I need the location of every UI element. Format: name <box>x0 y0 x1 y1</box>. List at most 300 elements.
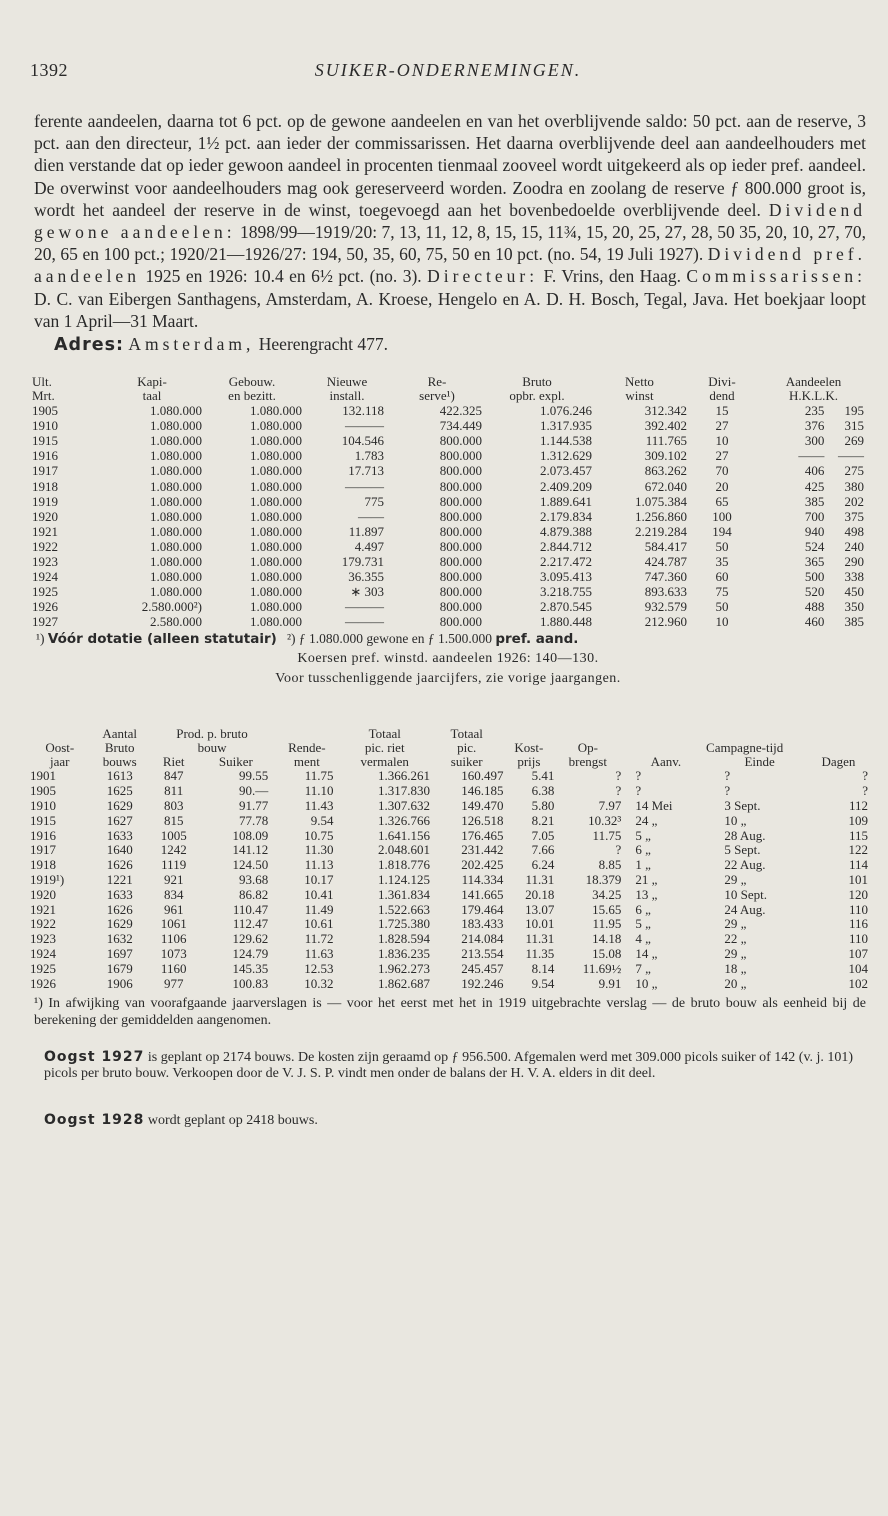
dividend-gewone-label: Dividend gewone aandeelen: <box>34 199 866 243</box>
table2-cell: 11.13 <box>304 857 334 873</box>
footnote2-text: ƒ 1.080.000 gewone en ƒ 1.500.000 <box>298 631 492 647</box>
table1-cell: 1.080.000 <box>250 553 302 569</box>
commissarissen-label: Commissarissen: <box>686 266 867 287</box>
table2-cell: 1.317.830 <box>377 783 430 799</box>
table2-cell: 7.66 <box>531 842 555 858</box>
table1-cell: 2.219.284 <box>635 523 687 539</box>
table2-cell: 24 Aug. <box>724 901 766 917</box>
table2-header-cell: jaar <box>50 754 70 770</box>
table-row <box>30 858 868 873</box>
table1-header-cell: Re- <box>427 374 447 390</box>
table2-cell: 15.65 <box>592 901 622 917</box>
table2-cell: 14 Mei <box>635 798 673 814</box>
table1-cell: 338 <box>844 569 864 585</box>
table2-cell: 29 „ <box>724 946 747 961</box>
table-row <box>32 524 870 539</box>
table2-cell: 9.91 <box>598 975 622 991</box>
table1-cell: 800.000 <box>439 493 482 509</box>
table2-cell: 1916 <box>30 827 56 843</box>
table1-header-cell: opbr. expl. <box>509 388 565 404</box>
table2-cell: 4 „ <box>635 931 651 947</box>
table2-cell: 1.725.380 <box>377 916 430 932</box>
table1-cell: 1923 <box>32 553 58 569</box>
table2-cell: 11.31 <box>525 872 555 888</box>
table2-cell: 122 <box>848 842 868 858</box>
table1-cell: 1915 <box>32 433 58 449</box>
table-row <box>32 584 870 599</box>
table1-cell: 1.080.000 <box>150 403 202 419</box>
table2-cell: 29 „ <box>724 872 747 888</box>
table1-cell: 1905 <box>32 403 58 419</box>
table2-header-cell: Kost- <box>514 740 544 756</box>
table2-cell: 1926 <box>30 975 56 991</box>
table2-cell: 11.75 <box>304 768 334 784</box>
table-row <box>32 433 870 448</box>
table-row <box>32 539 870 554</box>
table1-cell: —— <box>838 448 864 464</box>
table1-cell: 800.000 <box>439 448 482 464</box>
table2-cell: 11.72 <box>304 931 334 947</box>
table1-cell: 584.417 <box>644 538 687 554</box>
table2-header-cell: Totaal <box>450 726 483 742</box>
table1-cell: 1920 <box>32 508 58 524</box>
table2-cell: 176.465 <box>461 827 504 843</box>
table2-cell: 108.09 <box>232 827 269 843</box>
table1-cell: 2.580.000²) <box>141 599 202 615</box>
oogst-1927 <box>44 1049 866 1082</box>
table-row <box>30 829 868 844</box>
table2-cell: 1106 <box>160 931 187 947</box>
table2-cell: 13.07 <box>525 901 555 917</box>
table-row <box>30 799 868 814</box>
table1-cell: 2.179.834 <box>540 508 592 524</box>
table1-cell: 1.144.538 <box>540 433 592 449</box>
table1-cell: 375 <box>844 508 864 524</box>
table2-cell: 145.35 <box>232 960 269 976</box>
table1-cell: ∗ 303 <box>350 584 384 600</box>
table2-header-cell: suiker <box>450 754 483 770</box>
table1-cell: 10 <box>715 433 729 449</box>
table2-cell: 102 <box>848 975 868 991</box>
table2-header-cell: bouws <box>102 754 137 770</box>
table2-cell: 1925 <box>30 960 56 976</box>
table2-cell: 7.05 <box>531 827 555 843</box>
table2-header-cell: prijs <box>517 754 541 770</box>
table2-cell: 5 „ <box>635 916 651 932</box>
table-row <box>32 614 870 629</box>
table2-header-cell: Riet <box>162 754 185 770</box>
table-row <box>30 814 868 829</box>
table2-cell: 811 <box>164 783 184 799</box>
table2-header-cell: Oost- <box>45 740 75 756</box>
table2-cell: ? <box>635 783 642 799</box>
table2-header-cell <box>554 727 621 741</box>
table2-cell: 114.334 <box>461 872 504 888</box>
table2-cell: ? <box>615 768 622 784</box>
table2-cell: 1221 <box>106 872 133 888</box>
table2-cell: 6 „ <box>635 901 651 917</box>
table2-cell: 1915 <box>30 812 56 828</box>
table1-cell: 1921 <box>32 523 58 539</box>
table1-cell: 863.262 <box>644 463 687 479</box>
table1-cell: 800.000 <box>439 553 482 569</box>
table-row <box>32 599 870 614</box>
table2-cell: 1629 <box>106 798 133 814</box>
table1-cell: 800.000 <box>439 538 482 554</box>
table1-cell: 35 <box>715 553 729 569</box>
table1-cell: ——— <box>345 599 384 615</box>
statute-text: ferente aandeelen, daarna tot 6 pct. op de gewone aandeelen en van het overblijvende saldo: 50 pct. aan de reserve, 3 pct. aan den directeur, 1½ pct. aan ieder der commissarissen. Het daarna overblijvende deel aan aandeelhouders met dien verstande dat op ieder gewoon aandeel in procenten tienmaal zooveel wordt uitgekeerd als op ieder pref. aandeel. De overwinst voor aandeelhouders mag ook gereserveerd worden. Zoodra en zoolang de reserve ƒ 800.000 groot is, wordt het aandeel der reserve in de winst, toegevoegd aan het bovenbedoelde overblijvende deel. <box>34 111 866 220</box>
table2-cell: 1626 <box>106 901 133 917</box>
table1-header-cell: Mrt. <box>32 388 55 404</box>
table2-header-cell: Campagne-tijd <box>706 740 784 756</box>
table1-header-cell: Nieuwe <box>326 374 368 390</box>
table2-cell: 214.084 <box>461 931 504 947</box>
table2-header-cell: Bruto <box>104 740 135 756</box>
table2-cell: 1005 <box>160 827 187 843</box>
table2-cell: 15.08 <box>592 946 622 961</box>
table1-cell: 1.312.629 <box>540 448 592 464</box>
table1-cell: 1.080.000 <box>250 584 302 600</box>
table1-cell: 1.080.000 <box>150 569 202 585</box>
table1-header-cell: Gebouw. <box>228 374 276 390</box>
table-row <box>30 932 868 947</box>
table1-cell: 800.000 <box>439 508 482 524</box>
table2-cell: 815 <box>163 812 184 828</box>
koersen-line: Koersen pref. winstd. aandeelen 1926: 140—130. <box>297 651 599 667</box>
table1-cell: 65 <box>715 493 729 509</box>
table1-cell: 1.889.641 <box>540 493 592 509</box>
table1-cell: 11.897 <box>348 523 384 539</box>
table2-cell: 1627 <box>106 812 133 828</box>
table2-cell: 110 <box>848 931 868 947</box>
table2-cell: 1.641.156 <box>377 827 430 843</box>
page <box>30 60 866 1129</box>
table1-cell: 775 <box>364 493 384 509</box>
table1-cell: 520 <box>804 584 825 600</box>
table2-header-cell: ment <box>293 754 320 770</box>
table1-cell: 1918 <box>32 478 58 494</box>
table1-cell: 1924 <box>32 569 58 585</box>
table2-cell: 10.01 <box>525 916 555 932</box>
table1-cell: 425 <box>804 478 825 494</box>
table1-cell: 1.880.448 <box>540 614 592 630</box>
table2-cell: 8.21 <box>531 812 555 828</box>
table2-cell: 202.425 <box>461 857 504 873</box>
table2-cell: 22 „ <box>724 931 747 947</box>
table2-cell: 11.35 <box>525 946 555 961</box>
table2-cell: 11.75 <box>592 827 622 843</box>
table1-cell: 1.080.000 <box>250 523 302 539</box>
table1-cell: 460 <box>804 614 825 630</box>
table1-cell: 202 <box>844 493 864 509</box>
table2-cell: 11.43 <box>304 798 334 814</box>
table2-header-cell: vermalen <box>360 754 409 770</box>
oogst-1928-text: wordt geplant op 2418 bouws. <box>147 1113 318 1129</box>
table2-cell: 1.818.776 <box>377 857 430 873</box>
table2-cell: 11.69½ <box>582 960 622 976</box>
table2-cell: 90.— <box>238 783 269 799</box>
table2-cell: 10.32³ <box>588 812 622 828</box>
table1-cell: 111.765 <box>645 433 687 449</box>
table1-header-cell: Divi- <box>708 374 736 390</box>
table2-cell: 5 „ <box>635 827 651 843</box>
table1-cell: 747.360 <box>644 569 687 585</box>
table2-header-cell: Einde <box>744 754 775 770</box>
table1-cell: 1.080.000 <box>150 584 202 600</box>
table-row <box>32 494 870 509</box>
financial-table <box>32 375 870 629</box>
table2-cell: 1160 <box>160 960 187 976</box>
table2-cell: ? <box>862 768 868 784</box>
table2-cell: 183.433 <box>461 916 504 932</box>
table1-cell: 1.080.000 <box>250 508 302 524</box>
table1-cell: 2.844.712 <box>540 538 592 554</box>
table1-cell: 309.102 <box>644 448 687 464</box>
table1-header-cell: Bruto <box>522 374 552 390</box>
table2-header-cell <box>503 727 554 741</box>
table2-cell: 18.379 <box>585 872 622 888</box>
body-paragraph <box>34 110 866 332</box>
table1-cell: ——— <box>345 418 384 434</box>
table1-cell: 275 <box>844 463 864 479</box>
table2-cell: 1924 <box>30 946 56 961</box>
table2-cell: 5.41 <box>531 768 555 784</box>
table2-cell: 1.522.663 <box>377 901 430 917</box>
table2-cell: 160.497 <box>461 768 504 784</box>
table1-cell: ——— <box>345 614 384 630</box>
table2-header-cell: Aanv. <box>650 754 682 770</box>
table2-cell: 1.307.632 <box>377 798 430 814</box>
table2-header-cell <box>274 727 339 741</box>
table2-cell: 141.665 <box>461 886 504 902</box>
directeur-name: F. Vrins, den Haag. <box>543 266 681 287</box>
table1-cell: 4.497 <box>354 538 384 554</box>
table2-cell: 34.25 <box>592 886 622 902</box>
table2-cell: 1901 <box>30 768 56 784</box>
table1-cell: 1.080.000 <box>250 569 302 585</box>
table1-header-cell: install. <box>329 388 365 404</box>
table1-header-cell: Ult. <box>32 374 52 390</box>
footnote1-text: Vóór dotatie (alleen statutair) <box>47 631 277 648</box>
page-number: 1392 <box>30 60 68 80</box>
address-city: Amsterdam, <box>128 334 255 355</box>
table2-cell: 5.80 <box>531 798 555 814</box>
table2-cell: 124.79 <box>232 946 269 961</box>
table1-cell: 1.080.000 <box>250 538 302 554</box>
table2-cell: 10 „ <box>635 975 658 991</box>
table2-cell: 1629 <box>106 916 133 932</box>
table2-cell: 11.95 <box>592 916 622 932</box>
table1-cell: 17.713 <box>348 463 384 479</box>
table2-cell: 8.85 <box>598 857 622 873</box>
table2-header-cell: bouw <box>197 740 227 756</box>
dividend-gewone-values: 1898/99—1919/20: 7, 13, 11, 12, 8, 15, 15, 11¾, 15, 20, 25, 27, 28, 50 35, 20, 10, 27, 70, 20, 65 en 100 pct.; 1920/21—1926/27: 194, 50, 35, 60, 75, 50 en 10 pct. (no. 54, 19 Juli 1927). <box>34 222 867 265</box>
table1-cell: 1925 <box>32 584 58 600</box>
table2-cell: 11.30 <box>304 842 334 858</box>
table1-cell: 1.317.935 <box>540 418 592 434</box>
table1-cell: 700 <box>804 508 825 524</box>
table1-cell: 350 <box>844 599 864 615</box>
table1-cell: 100 <box>712 508 732 524</box>
table2-cell: 10.17 <box>304 872 334 888</box>
harvest-note: ¹) In afwijking van voorafgaande jaarverslagen is — voor het eerst met het in 1919 uitgebrachte verslag — de bruto bouw als eenheid bij de berekening der gemiddelden aangenomen. <box>34 996 866 1029</box>
table1-cell: 1916 <box>32 448 58 464</box>
table1-cell: 376 <box>804 418 825 434</box>
table2-cell: 126.518 <box>461 812 504 828</box>
table1-cell: 1.080.000 <box>150 463 202 479</box>
table1-cell: 235 <box>804 403 825 419</box>
table-row <box>32 554 870 569</box>
table-row <box>32 463 870 478</box>
table-row <box>32 448 870 463</box>
table1-cell: 50 <box>715 538 729 554</box>
table2-cell: 245.457 <box>461 960 504 976</box>
table1-cell: 1.256.860 <box>635 508 687 524</box>
table2-cell: 1919¹) <box>30 872 65 888</box>
table2-header-cell: Op- <box>577 740 598 756</box>
table1-header-cell: H.K.L.K. <box>788 388 839 404</box>
table1-cell: 498 <box>844 523 864 539</box>
table2-cell: ? <box>724 783 731 799</box>
table2-cell: 803 <box>163 798 184 814</box>
table2-cell: ? <box>615 842 622 858</box>
table2-header-cell <box>30 727 90 741</box>
table2-cell: 1.326.766 <box>377 812 430 828</box>
table1-cell: 1.080.000 <box>150 478 202 494</box>
table2-cell: 9.54 <box>531 975 555 991</box>
table2-cell: 10.61 <box>304 916 334 932</box>
table2-cell: 10.41 <box>304 886 334 902</box>
table-row <box>30 888 868 903</box>
table1-cell: 1.080.000 <box>150 538 202 554</box>
table2-cell: 977 <box>163 975 184 991</box>
table-row <box>30 784 868 799</box>
table2-cell: 1679 <box>106 960 133 976</box>
table1-cell: 4.879.388 <box>540 523 592 539</box>
table2-cell: 213.554 <box>461 946 504 961</box>
table2-cell: 1061 <box>160 916 187 932</box>
table2-header-cell: Dagen <box>821 754 856 770</box>
table1-header-cell: Netto <box>625 374 654 390</box>
table1-header-cell: taal <box>142 388 162 404</box>
table2-cell: 7 „ <box>635 960 651 976</box>
table2-cell: 1.366.261 <box>377 768 430 784</box>
table2-cell: 1.836.235 <box>377 946 430 961</box>
table2-cell: 1923 <box>30 931 56 947</box>
table1-cell: 940 <box>804 523 825 539</box>
table2-cell: 12.53 <box>304 960 334 976</box>
table2-cell: 6.24 <box>531 857 555 873</box>
table1-cell: 1.080.000 <box>150 523 202 539</box>
table1-cell: 50 <box>715 599 729 615</box>
table2-cell: 3 Sept. <box>724 798 761 814</box>
table2-cell: 146.185 <box>461 783 504 799</box>
table2-cell: 104 <box>848 960 868 976</box>
table1-cell: 1.080.000 <box>150 448 202 464</box>
table2-cell: 149.470 <box>461 798 504 814</box>
table1-cell: 104.546 <box>341 433 384 449</box>
table2-cell: 1633 <box>106 827 133 843</box>
table2-cell: 120 <box>848 886 868 902</box>
footnote2-mark: ²) <box>286 631 296 647</box>
table1-cell: 240 <box>844 538 864 554</box>
table2-cell: 22 Aug. <box>724 857 766 873</box>
table1-cell: —— <box>358 508 384 524</box>
table2-cell: 101 <box>848 872 868 888</box>
table1-cell: 1922 <box>32 538 58 554</box>
table1-header-cell: en bezitt. <box>228 388 276 404</box>
table2-cell: 114 <box>848 857 868 873</box>
table1-cell: 385 <box>844 614 864 630</box>
table2-cell: 13 „ <box>635 886 658 902</box>
table2-cell: 1640 <box>106 842 133 858</box>
financial-table-footnotes <box>36 631 866 647</box>
table2-cell: 11.49 <box>304 901 334 917</box>
table-row <box>32 509 870 524</box>
table2-cell: 1.962.273 <box>377 960 430 976</box>
table2-cell: 1697 <box>106 946 133 961</box>
table1-cell: 734.449 <box>439 418 482 434</box>
table2-header-cell: Prod. p. bruto <box>176 726 248 742</box>
table2-cell: 1918 <box>30 857 56 873</box>
table-row <box>30 962 868 977</box>
table1-cell: 800.000 <box>439 463 482 479</box>
table2-cell: 9.54 <box>310 812 334 828</box>
table2-cell: 1073 <box>160 946 187 961</box>
oogst-1927-label: Oogst 1927 <box>44 1049 145 1066</box>
table2-cell: 21 „ <box>635 872 658 888</box>
footnote1-mark: ¹) <box>36 631 45 647</box>
oogst-1928-label: Oogst 1928 <box>44 1112 145 1129</box>
table1-cell: 27 <box>715 418 729 434</box>
table1-cell: 1.080.000 <box>250 448 302 464</box>
table1-cell: 1910 <box>32 418 58 434</box>
table2-cell: 231.442 <box>461 842 504 858</box>
table1-cell: 1.080.000 <box>250 433 302 449</box>
table2-cell: ? <box>635 768 642 784</box>
table1-cell: 3.218.755 <box>540 584 592 600</box>
table2-cell: 86.82 <box>238 886 269 902</box>
table1-header-cell: Aandeelen <box>785 374 842 390</box>
table1-cell: 1919 <box>32 493 58 509</box>
table1-cell: 800.000 <box>439 478 482 494</box>
table2-cell: 1632 <box>106 931 133 947</box>
table1-cell: 800.000 <box>439 599 482 615</box>
table1-cell: 800.000 <box>439 523 482 539</box>
table2-cell: 1.828.594 <box>377 931 430 947</box>
table2-cell: 141.12 <box>232 842 269 858</box>
table2-cell: 1905 <box>30 783 56 799</box>
table1-header-cell: winst <box>625 388 654 404</box>
table-row <box>30 903 868 918</box>
table-row <box>32 569 870 584</box>
table2-cell: 961 <box>163 901 184 917</box>
table1-header-cell: dend <box>709 388 735 404</box>
table1-cell: 392.402 <box>644 418 687 434</box>
table1-cell: 269 <box>844 433 864 449</box>
table1-header-cell: Kapi- <box>137 374 167 390</box>
footnote2-bold: pref. aand. <box>495 631 579 648</box>
table1-cell: 524 <box>804 538 825 554</box>
table1-cell: 1.080.000 <box>150 433 202 449</box>
address-street: Heerengracht 477. <box>258 334 389 355</box>
table1-cell: 932.579 <box>644 599 687 615</box>
table2-cell: 129.62 <box>232 931 269 947</box>
table1-cell: 1.080.000 <box>250 418 302 434</box>
table1-cell: 800.000 <box>439 614 482 630</box>
table2-cell: 107 <box>848 946 868 961</box>
